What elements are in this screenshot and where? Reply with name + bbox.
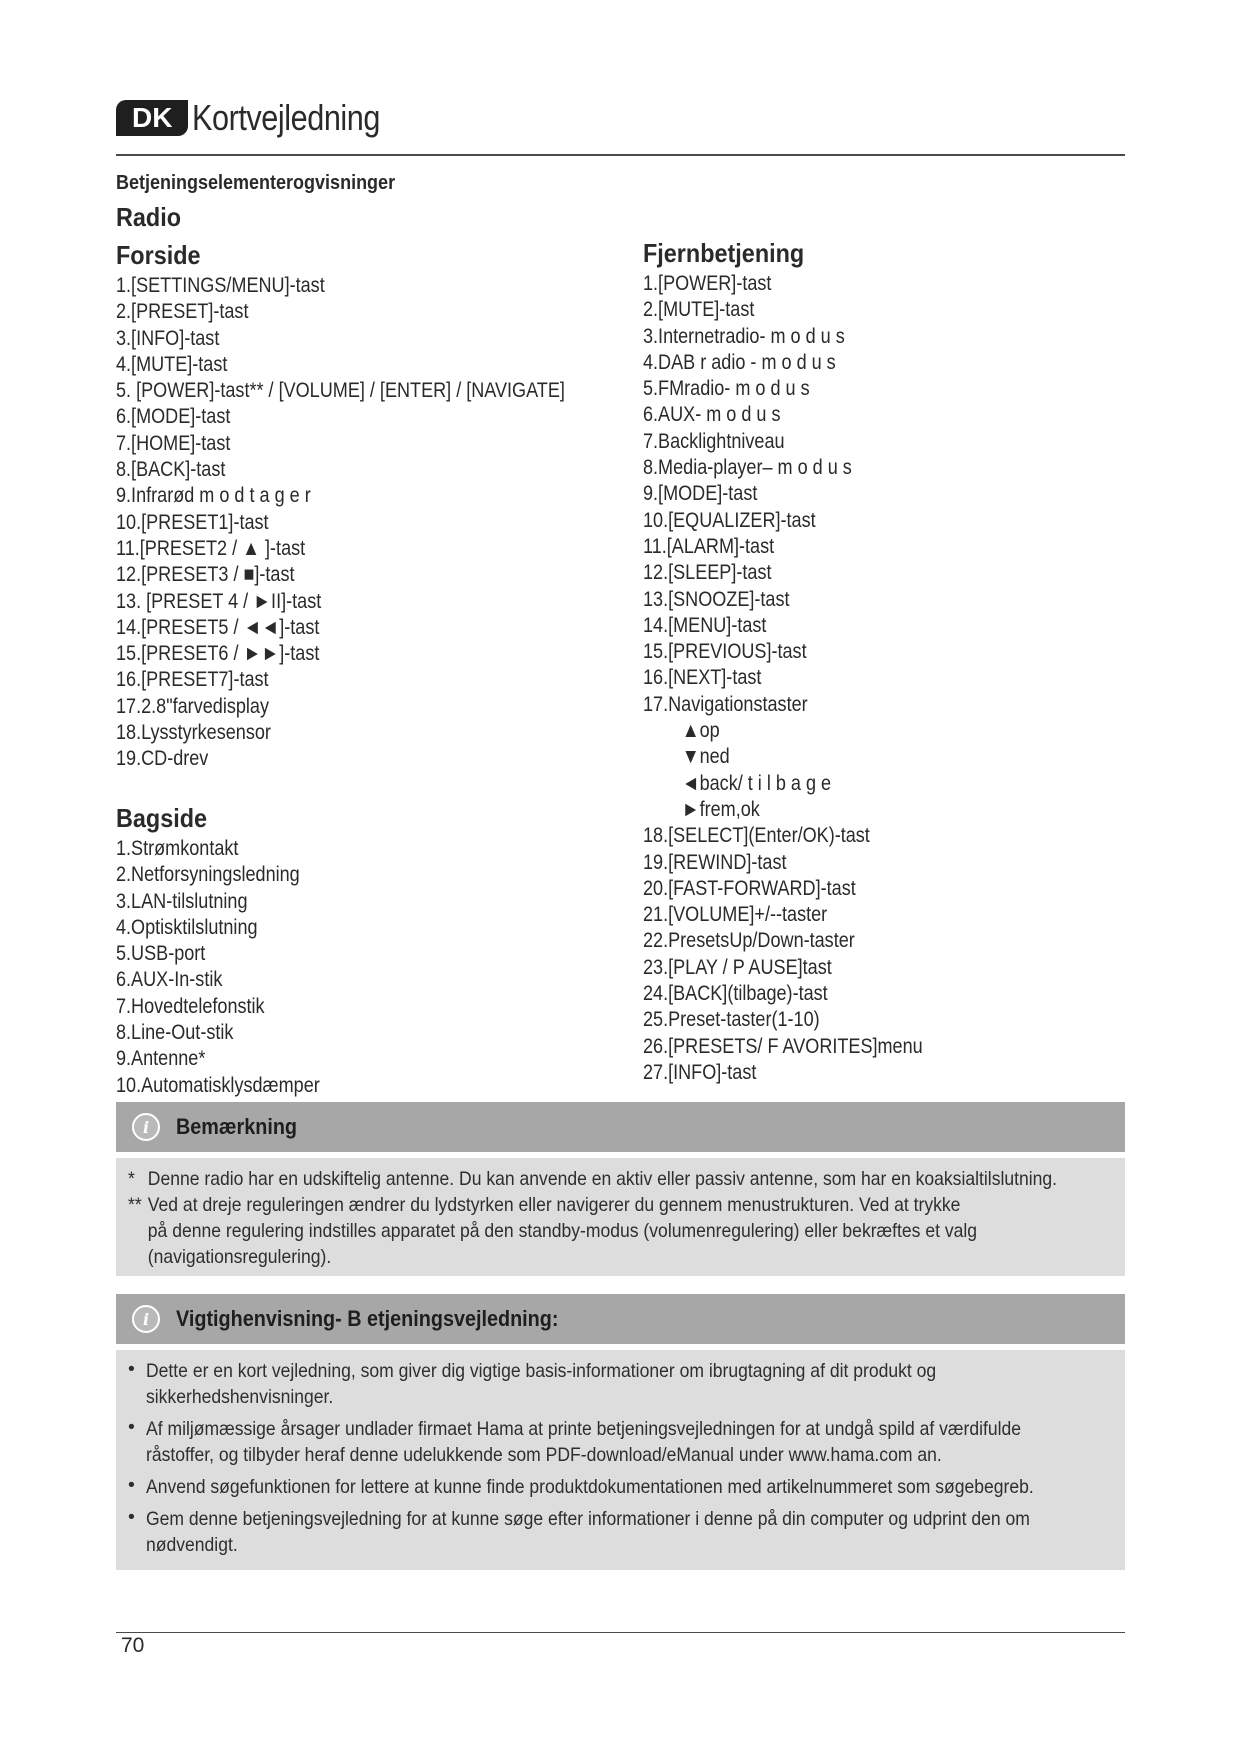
bullet-icon: •: [128, 1474, 135, 1496]
list-item: 2.[PRESET]-tast: [116, 300, 249, 324]
list-item: 26.[PRESETS/ F AVORITES]menu: [643, 1034, 923, 1058]
note-line: [128, 1192, 1109, 1218]
nav-sub-item: ►frem,ok: [681, 797, 760, 821]
list-item: 19.CD-drev: [116, 747, 209, 771]
note-mark: [128, 1244, 148, 1270]
fjernbetjening-column: [643, 238, 1143, 1086]
section-label: Betjeningselementerogvisninger: [116, 172, 396, 194]
list-item: 1.Strømkontakt: [116, 837, 239, 860]
list-item: 3.LAN-tilslutning: [116, 889, 248, 913]
list-item: 6.[MODE]-tast: [116, 405, 231, 429]
list-item: 8.Media-player– m o d u s: [643, 456, 852, 480]
list-item: 8.[BACK]-tast: [116, 458, 226, 482]
list-item: 14.[MENU]-tast: [643, 613, 767, 637]
bullet-icon: •: [128, 1416, 135, 1438]
list-item: 17.2.8"farvedisplay: [116, 694, 269, 718]
fjernbetjening-list: [643, 271, 1143, 1086]
list-item: 1.[SETTINGS/MENU]-tast: [116, 274, 325, 297]
list-item: 18.[SELECT](Enter/OK)-tast: [643, 824, 870, 848]
list-item: 3.Internetradio- m o d u s: [643, 324, 845, 348]
list-item: 11.[PRESET2 / ▲ ]-tast: [116, 536, 306, 560]
note-box-body: [116, 1158, 1125, 1276]
list-item: 20.[FAST-FORWARD]-tast: [643, 876, 856, 900]
note-line: [128, 1244, 1109, 1270]
bullet-item: [128, 1358, 1115, 1410]
note-mark: [128, 1218, 148, 1244]
page-header: [116, 96, 414, 140]
note-mark: **: [128, 1194, 142, 1216]
important-box: [116, 1294, 1125, 1570]
list-item: 3.[INFO]-tast: [116, 326, 220, 350]
list-item: 10.[EQUALIZER]-tast: [643, 508, 816, 532]
important-box-title: Vigtighenvisning- B etjeningsvejledning:: [176, 1306, 559, 1331]
bullet-text: råstoffer, og tilbyder heraf denne udelukkende som PDF-download/eManual under www.hama.com an.: [146, 1444, 942, 1466]
bullet-text: Af miljømæssige årsager undlader firmaet Hama at printe betjeningsvejledningen for at undgå spild af værdifulde: [146, 1418, 1022, 1440]
note-text: på denne regulering indstilles apparatet på den standby-modus (volumenregulering) eller bekræftes et valg: [147, 1220, 978, 1242]
list-item: 10.Automatisklysdæmper: [116, 1073, 320, 1097]
note-mark: *: [128, 1168, 135, 1190]
list-item: 27.[INFO]-tast: [643, 1060, 757, 1084]
note-line: [128, 1218, 1109, 1244]
list-item: 7.Backlightniveau: [643, 429, 785, 453]
section-title: Radio: [116, 202, 182, 232]
list-item: 25.Preset-taster(1-10): [643, 1008, 820, 1032]
list-item: 16.[PRESET7]-tast: [116, 668, 269, 692]
page-number: 70: [121, 1634, 145, 1657]
list-item: 7.Hovedtelefonstik: [116, 994, 265, 1018]
bagside-heading: Bagside: [116, 803, 208, 833]
list-item: 9.Antenne*: [116, 1047, 206, 1071]
header-rule: [116, 154, 1125, 156]
bullet-item: [128, 1474, 1115, 1500]
bullet-item: [128, 1416, 1115, 1468]
nav-sub-item: ▲op: [681, 719, 720, 743]
list-item: 13. [PRESET 4 / ►II]-tast: [116, 589, 322, 613]
bagside-column: [116, 803, 636, 1099]
nav-sub-item: ◄back/ t i l b a g e: [681, 771, 832, 795]
list-item: 7.[HOME]-tast: [116, 431, 231, 455]
list-item: 13.[SNOOZE]-tast: [643, 587, 790, 611]
note-box-title: Bemærkning: [176, 1114, 298, 1139]
list-item: 19.[REWIND]-tast: [643, 850, 787, 874]
list-item: 21.[VOLUME]+/--taster: [643, 903, 828, 927]
fjernbetjening-heading: Fjernbetjening: [643, 238, 805, 268]
nav-sub-item: ▼ned: [681, 745, 730, 769]
forside-heading: Forside: [116, 240, 201, 270]
note-box-header: [116, 1102, 1125, 1152]
list-item: 4.Optisktilslutning: [116, 915, 258, 939]
list-item: 5.USB-port: [116, 942, 206, 966]
list-item: 23.[PLAY / P AUSE]tast: [643, 955, 832, 979]
bagside-list: [116, 836, 636, 1099]
list-item: 4.DAB r adio - m o d u s: [643, 350, 836, 374]
list-item: 6.AUX- m o d u s: [643, 403, 781, 427]
bullet-text: sikkerhedshenvisninger.: [146, 1386, 334, 1408]
list-item: 12.[PRESET3 / ■]-tast: [116, 563, 295, 587]
bullet-text: nødvendigt.: [146, 1534, 238, 1556]
list-item: 24.[BACK](tilbage)-tast: [643, 982, 828, 1006]
list-item: 11.[ALARM]-tast: [643, 534, 775, 558]
note-text: (navigationsregulering).: [147, 1246, 332, 1268]
forside-list: [116, 273, 636, 773]
bullet-icon: •: [128, 1506, 135, 1528]
list-item: 1.[POWER]-tast: [643, 272, 772, 295]
list-item: 2.[MUTE]-tast: [643, 298, 755, 322]
info-icon: i: [132, 1113, 160, 1141]
list-item: 4.[MUTE]-tast: [116, 352, 228, 376]
list-item: 9.Infrarød m o d t a g e r: [116, 484, 311, 508]
bullet-text: Dette er en kort vejledning, som giver dig vigtige basis-informationer om ibrugtagning af dit produkt og: [146, 1360, 937, 1382]
list-item: 18.Lysstyrkesensor: [116, 721, 271, 745]
list-item: 16.[NEXT]-tast: [643, 666, 762, 690]
note-text: Denne radio har en udskiftelig antenne. Du kan anvende en aktiv eller passiv antenne, som har en koaksialtilslutning.: [147, 1168, 1058, 1190]
important-box-header: [116, 1294, 1125, 1344]
list-item: 6.AUX-In-stik: [116, 968, 223, 992]
list-item: 8.Line-Out-stik: [116, 1021, 234, 1045]
list-item: 15.[PREVIOUS]-tast: [643, 640, 807, 664]
list-item: 10.[PRESET1]-tast: [116, 510, 269, 534]
forside-column: [116, 240, 636, 773]
list-item: 9.[MODE]-tast: [643, 482, 758, 506]
bullet-text: Gem denne betjeningsvejledning for at kunne søge efter informationer i denne på din computer og udprint den om: [146, 1508, 1030, 1530]
list-item: 2.Netforsyningsledning: [116, 863, 300, 887]
document-title: Kortvejledning: [192, 97, 381, 138]
list-item: 14.[PRESET5 / ◄◄]-tast: [116, 615, 320, 639]
list-item: 15.[PRESET6 / ►►]-tast: [116, 642, 320, 666]
important-box-body: [116, 1350, 1125, 1570]
list-item: 5.FMradio- m o d u s: [643, 377, 810, 401]
list-item: 17.Navigationstaster: [643, 692, 808, 716]
language-badge: DK: [116, 100, 188, 136]
note-text: Ved at dreje reguleringen ændrer du lydstyrken eller navigerer du gennem menustrukturen. Ved at trykke: [147, 1194, 961, 1216]
list-item: 22.PresetsUp/Down-taster: [643, 929, 855, 953]
note-line: [128, 1166, 1109, 1192]
bullet-text: Anvend søgefunktionen for lettere at kunne finde produktdokumentationen med artikelnummeret som søgebegreb.: [146, 1476, 1034, 1498]
note-box: [116, 1102, 1125, 1276]
bullet-item: [128, 1506, 1115, 1558]
footer-rule: [116, 1632, 1125, 1633]
bullet-icon: •: [128, 1358, 135, 1380]
list-item: 5. [POWER]-tast** / [VOLUME] / [ENTER] / [NAVIGATE]: [116, 379, 565, 403]
info-icon: i: [132, 1305, 160, 1333]
list-item: 12.[SLEEP]-tast: [643, 561, 772, 585]
